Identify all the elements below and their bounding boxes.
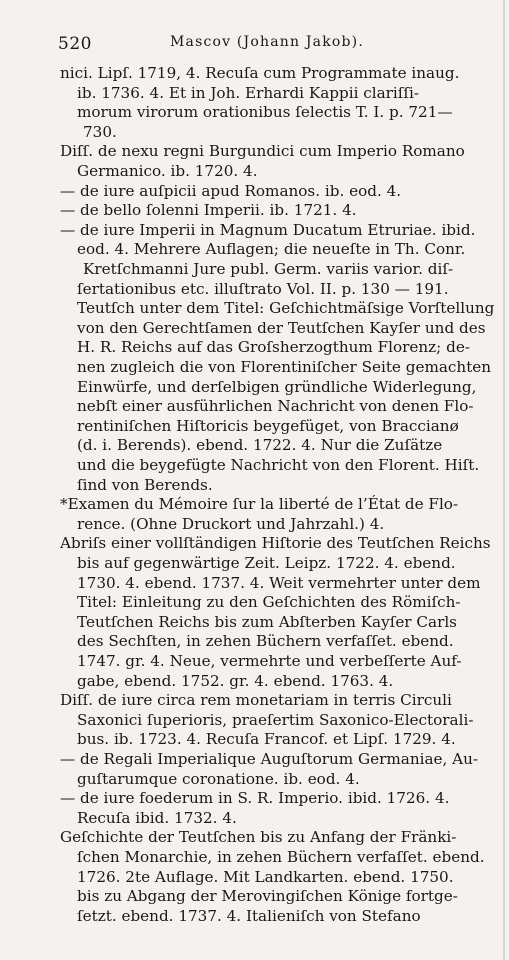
text-line: Diſſ. de iure circa rem monetariam in terris Circuli — [60, 691, 452, 710]
text-line: eod. 4. Mehrere Auflagen; die neueſte in Th. Conr. — [77, 240, 466, 259]
text-line: Germanico. ib. 1720. 4. — [77, 162, 258, 180]
text-line: bis zu Abgang der Merovingiſchen Könige fortge- — [77, 887, 458, 906]
text-line: 1747. gr. 4. Neue, vermehrte und verbeſſerte Auf- — [77, 652, 462, 670]
text-line: ſetzt. ebend. 1737. 4. Italieniſch von Stefano — [77, 906, 421, 925]
text-line: — de iure Imperii in Magnum Ducatum Etruriae. ibid. — [60, 220, 476, 239]
running-head: Mascov (Johann Jakob). — [170, 34, 364, 50]
text-line: rentiniſchen Hiſtoricis beygefüget, von Braccianø — [77, 416, 459, 435]
text-line: von den Gerechtſamen der Teutſchen Kayſer und des — [77, 318, 486, 337]
text-line: — de iure foederum in S. R. Imperio. ibid. 1726. 4. — [60, 789, 450, 808]
text-line: — de Regali Imperialique Auguſtorum Germaniae, Au- — [60, 750, 479, 768]
text-line: 1726. 2te Auflage. Mit Landkarten. ebend. 1750. — [77, 867, 454, 886]
text-line: gabe, ebend. 1752. gr. 4. ebend. 1763. 4. — [77, 671, 394, 690]
text-line: und die beygefügte Nachricht von den Florent. Hiſt. — [77, 456, 480, 474]
text-line: bis auf gegenwärtige Zeit. Leipz. 1722. 4. ebend. — [77, 554, 456, 572]
text-line: ſind von Berends. — [77, 475, 213, 494]
text-line: Recuſa ibid. 1732. 4. — [77, 808, 237, 827]
text-line: Titel: Einleitung zu den Geſchichten des Römiſch- — [77, 593, 461, 612]
text-line: rence. (Ohne Druckort und Jahrzahl.) 4. — [77, 514, 385, 533]
text-line: morum virorum orationibus ſelectis T. I. p. 721— — [77, 103, 453, 122]
text-line: des Sechſten, in zehen Büchern verfaſſet. ebend. — [77, 632, 454, 651]
text-line: Diſſ. de nexu regni Burgundici cum Imperio Romano — [60, 142, 465, 161]
page-number: 520 — [58, 34, 92, 54]
text-line: nebſt einer ausführlichen Nachricht von denen Flo- — [77, 397, 474, 416]
text-line: (d. i. Berends). ebend. 1722. 4. Nur die Zuſätze — [77, 436, 443, 455]
text-line: Teutſchen Reichs bis zum Abſterben Kayſer Carls — [77, 612, 457, 631]
text-line: ib. 1736. 4. Et in Joh. Erhardi Kappii clariſſi- — [77, 83, 420, 102]
text-line: Kretſchmanni Jure publ. Germ. variis varior. diſ- — [83, 260, 454, 278]
text-line: Einwürfe, und derſelbigen gründliche Widerlegung, — [77, 377, 477, 396]
text-line: Saxonici ſuperioris, praeſertim Saxonico-Electorali- — [77, 710, 474, 729]
text-line: ſchen Monarchie, in zehen Büchern verfaſſet. ebend. — [77, 848, 485, 866]
page-header — [0, 32, 509, 54]
page-edge — [503, 0, 505, 960]
text-line: — de iure auſpicii apud Romanos. ib. eod. 4. — [60, 181, 402, 200]
text-line: ſertationibus etc. illuſtrato Vol. II. p. 130 — 191. — [77, 279, 449, 298]
text-line: H. R. Reichs auf das Groſsherzogthum Florenz; de- — [77, 338, 470, 357]
text-line: bus. ib. 1723. 4. Recuſa Francof. et Lipſ. 1729. 4. — [77, 730, 456, 749]
text-line: — de bello ſolenni Imperii. ib. 1721. 4. — [60, 201, 357, 220]
text-line: nici. Lipſ. 1719, 4. Recuſa cum Programmate inaug. — [60, 64, 460, 82]
text-line: Abriſs einer vollſtändigen Hiſtorie des Teutſchen Reichs — [60, 534, 491, 553]
text-line: 1730. 4. ebend. 1737. 4. Weit vermehrter unter dem — [77, 573, 481, 592]
text-line: *Examen du Mémoire ſur la liberté de l’État de Flo- — [60, 495, 459, 514]
text-line: guſtarumque coronatione. ib. eod. 4. — [77, 769, 360, 788]
text-line: nen zugleich die von Florentiniſcher Seite gemachten — [77, 358, 492, 376]
text-line: 730. — [83, 122, 117, 141]
text-line: Teutſch unter dem Titel: Geſchichtmäſsige Vorſtellung — [77, 299, 495, 318]
text-line: Geſchichte der Teutſchen bis zu Anfang der Fränki- — [60, 828, 457, 847]
